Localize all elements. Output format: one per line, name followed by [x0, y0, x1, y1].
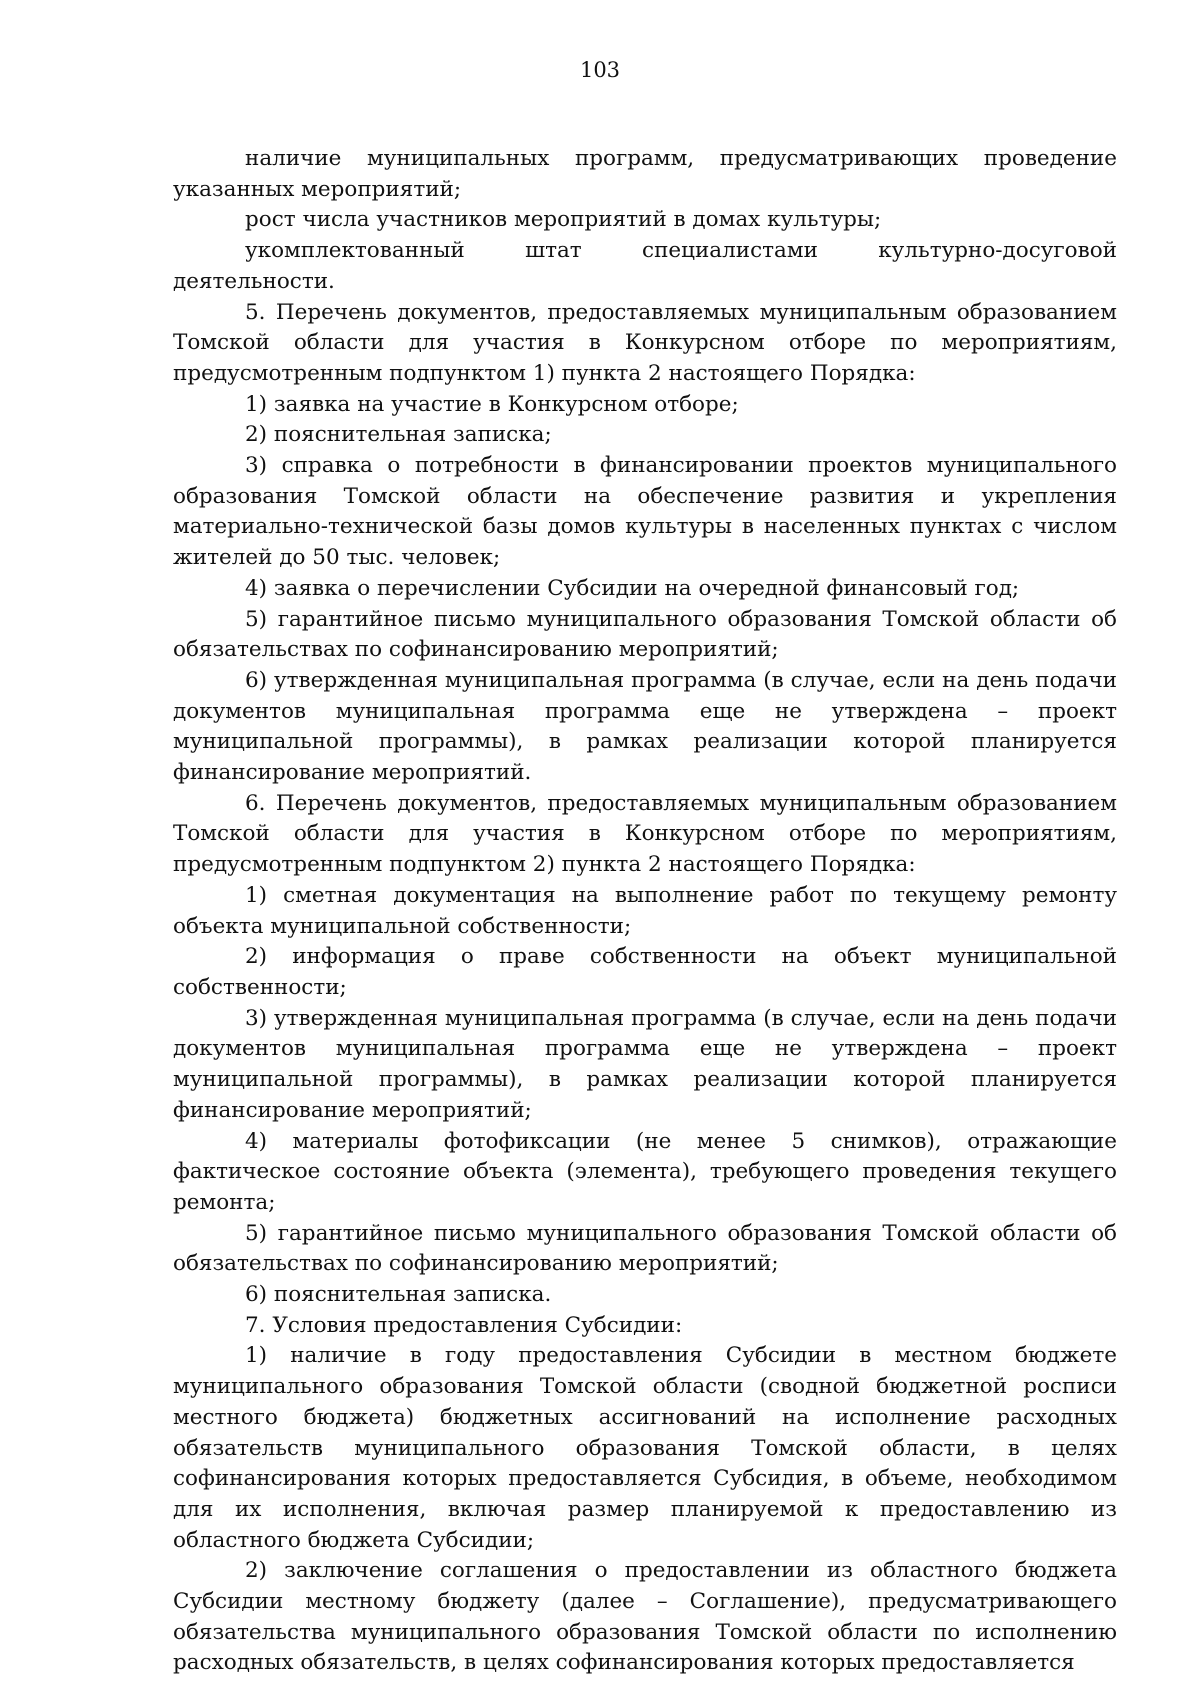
- section-7-heading: 7. Условия предоставления Субсидии:: [245, 1312, 683, 1338]
- list-item: 3) справка о потребности в финансировании проектов муниципального образования Томской области на обеспечение развития и укрепления материально-технической базы домов культуры в населенных пунктах с числом жителей до 50 тыс. человек;: [173, 453, 1117, 571]
- list-item: 1) заявка на участие в Конкурсном отборе;: [245, 391, 739, 417]
- list-item: 5) гарантийное письмо муниципального образования Томской области об обязательствах по софинансированию мероприятий;: [173, 606, 1117, 663]
- section-6-heading: 6. Перечень документов, предоставляемых муниципальным образованием Томской области для участия в Конкурсном отборе по мероприятиям, предусмотренным подпунктом 2) пункта 2 настоящего Порядка:: [173, 790, 1117, 878]
- paragraph: наличие муниципальных программ, предусматривающих проведение указанных мероприятий;: [173, 146, 1117, 202]
- list-item: 2) заключение соглашения о предоставлении из областного бюджета Субсидии местному бюджету (далее – Соглашение), предусматривающего обязательства муниципального образования Томской области по исполнению расходных обязательств, в целях софинансирования которых предоставляется: [173, 1558, 1117, 1676]
- list-item: 1) наличие в году предоставления Субсидии в местном бюджете муниципального образования Томской области (сводной бюджетной росписи местного бюджета) бюджетных ассигнований на исполнение расходных обязательств муниципального образования Томской области, в целях софинансирования которых предоставляется Субсидия, в объеме, необходимом для их исполнения, включая размер планируемой к предоставлению из областного бюджета Субсидии;: [173, 1343, 1117, 1553]
- section-5-heading: 5. Перечень документов, предоставляемых муниципальным образованием Томской области для участия в Конкурсном отборе по мероприятиям, предусмотренным подпунктом 1) пункта 2 настоящего Порядка:: [173, 299, 1117, 386]
- paragraph: укомплектованный штат специалистами культурно-досуговой деятельности.: [173, 238, 1117, 294]
- list-item: 1) сметная документация на выполнение работ по текущему ремонту объекта муниципальной собственности;: [173, 882, 1117, 939]
- list-item: 4) заявка о перечислении Субсидии на очередной финансовый год;: [245, 575, 1020, 601]
- list-item: 4) материалы фотофиксации (не менее 5 снимков), отражающие фактическое состояние объекта (элемента), требующего проведения текущего ремонта;: [173, 1128, 1117, 1215]
- list-item: 6) утвержденная муниципальная программа (в случае, если на день подачи документов муниципальная программа еще не утверждена – проект муниципальной программы), в рамках реализации которой планируется финансирование мероприятий.: [173, 667, 1117, 786]
- page-number: 103: [579, 58, 621, 82]
- paragraph: рост числа участников мероприятий в домах культуры;: [245, 207, 882, 233]
- list-item: 2) информация о праве собственности на объект муниципальной собственности;: [173, 944, 1117, 1000]
- list-item: 6) пояснительная записка.: [245, 1282, 552, 1308]
- document-body: [173, 144, 1117, 1679]
- list-item: 3) утвержденная муниципальная программа (в случае, если на день подачи документов муниципальная программа еще не утверждена – проект муниципальной программы), в рамках реализации которой планируется финансирование мероприятий;: [173, 1005, 1117, 1123]
- list-item: 5) гарантийное письмо муниципального образования Томской области об обязательствах по софинансированию мероприятий;: [173, 1220, 1117, 1277]
- list-item: 2) пояснительная записка;: [245, 422, 552, 448]
